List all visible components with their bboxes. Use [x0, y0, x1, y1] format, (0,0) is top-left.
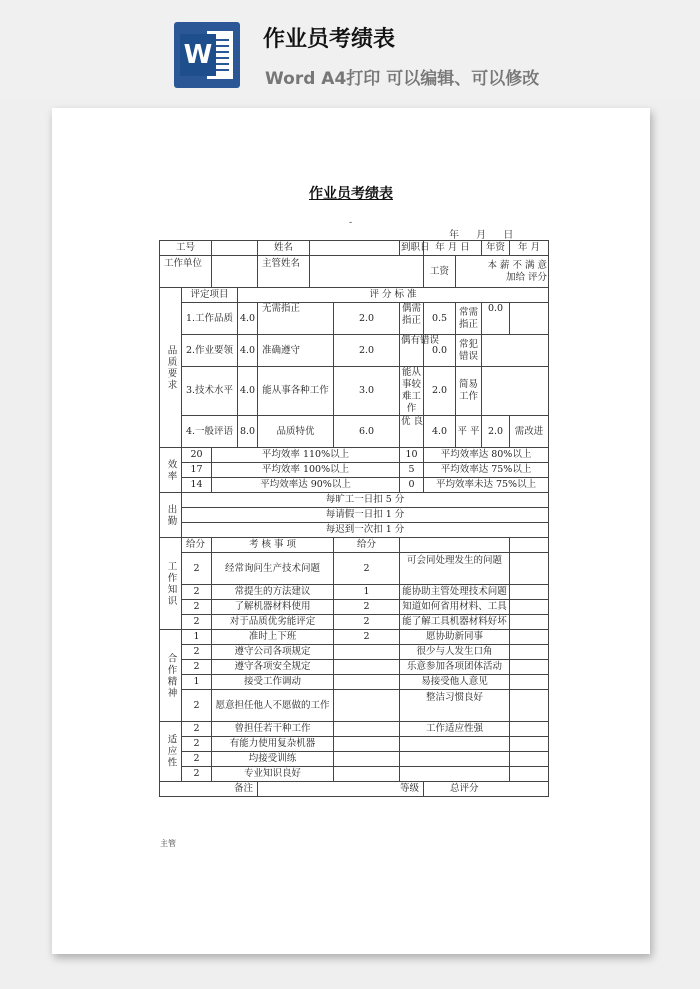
score-cell: 4.0 [238, 303, 258, 335]
criteria-cell: 曾担任若干种工作 [212, 722, 334, 737]
criteria-cell: 愿意担任他人不愿做的工作 [212, 690, 334, 722]
empty-cell [510, 600, 549, 615]
criteria-cell: 能从事各种工作 [258, 367, 334, 416]
score-cell: 4.0 [238, 335, 258, 367]
table-row [160, 538, 549, 553]
table-row [160, 256, 549, 288]
score-cell: 0 [400, 478, 424, 493]
evaluation-form-table [159, 240, 549, 797]
word-letter: W [180, 34, 216, 76]
criteria-cell: 平均效率达 90%以上 [212, 478, 400, 493]
empty-cell [510, 630, 549, 645]
criteria-cell: 遵守各项安全规定 [212, 660, 334, 675]
criteria-cell [400, 752, 510, 767]
empty-cell [400, 538, 510, 553]
criteria-cell: 每旷工一日扣 5 分 [182, 493, 549, 508]
empty-cell [482, 335, 549, 367]
criteria-cell: 工作适应性强 [400, 722, 510, 737]
word-icon [174, 22, 240, 88]
empty-cell [510, 538, 549, 553]
empty-cell [510, 752, 549, 767]
score-cell: 2 [182, 660, 212, 675]
criteria-cell: 需改进 [510, 416, 549, 448]
empty-cell [334, 752, 400, 767]
label-supervisor-name: 主管姓名 [258, 256, 310, 288]
score-cell: 2 [182, 553, 212, 585]
quality-item: 4.一般评语 [182, 416, 238, 448]
score-cell: 14 [182, 478, 212, 493]
score-cell: 2.0 [482, 416, 510, 448]
section-cooperation: 合作精神 [160, 630, 182, 722]
quality-header-item: 评定项目 [182, 288, 238, 303]
table-row [160, 722, 549, 737]
score-cell: 2 [182, 737, 212, 752]
label-total-score: 总评分 [424, 782, 549, 797]
empty-cell [510, 737, 549, 752]
table-row [160, 645, 549, 660]
empty-cell [482, 367, 549, 416]
label-hire-date: 到职日 [400, 241, 424, 256]
criteria-cell: 乐意参加各项团体活动 [400, 660, 510, 675]
score-cell [334, 675, 400, 690]
score-cell: 2 [182, 767, 212, 782]
score-cell: 6.0 [334, 416, 400, 448]
empty-cell [510, 660, 549, 675]
score-cell: 2.0 [334, 303, 400, 335]
criteria-cell: 无需指正 [258, 303, 334, 335]
table-row [160, 288, 549, 303]
score-cell: 4.0 [238, 367, 258, 416]
label-employee-id: 工号 [160, 241, 212, 256]
score-cell: 2 [334, 553, 400, 585]
score-cell: 0.0 [424, 335, 456, 367]
score-cell: 1 [182, 675, 212, 690]
table-row [160, 600, 549, 615]
empty-cell [510, 690, 549, 722]
section-adaptability: 适应性 [160, 722, 182, 782]
table-row [160, 303, 549, 335]
score-cell: 4.0 [424, 416, 456, 448]
section-efficiency: 效率 [160, 448, 182, 493]
criteria-cell: 优 良 [400, 416, 424, 448]
criteria-cell: 偶需指正 [400, 303, 424, 335]
empty-cell [510, 585, 549, 600]
field-work-unit[interactable] [212, 256, 258, 288]
header-score: 给分 [182, 538, 212, 553]
field-supervisor-name[interactable] [310, 256, 424, 288]
quality-item: 3.技术水平 [182, 367, 238, 416]
table-row [160, 675, 549, 690]
criteria-cell: 对于品质优劣能评定 [212, 615, 334, 630]
score-cell [334, 645, 400, 660]
criteria-cell: 平 平 [456, 416, 482, 448]
table-row [160, 660, 549, 675]
score-cell: 2 [182, 585, 212, 600]
empty-cell [334, 767, 400, 782]
criteria-cell: 愿协助新同事 [400, 630, 510, 645]
empty-cell [334, 722, 400, 737]
field-seniority[interactable]: 年 月 [510, 241, 549, 256]
criteria-cell: 常犯错误 [456, 335, 482, 367]
criteria-cell [400, 767, 510, 782]
table-row [160, 367, 549, 416]
criteria-cell: 易接受他人意见 [400, 675, 510, 690]
criteria-cell: 准时上下班 [212, 630, 334, 645]
criteria-cell: 很少与人发生口角 [400, 645, 510, 660]
score-cell: 2 [182, 615, 212, 630]
score-cell: 2 [334, 600, 400, 615]
score-cell: 5 [400, 463, 424, 478]
score-cell: 2.0 [334, 335, 400, 367]
empty-cell [510, 303, 549, 335]
score-cell: 2 [334, 615, 400, 630]
section-quality: 品质要求 [160, 288, 182, 448]
form-title: 作业员考绩表 [309, 186, 393, 202]
empty-cell [510, 722, 549, 737]
table-row [160, 585, 549, 600]
header-items: 考 核 事 项 [212, 538, 334, 553]
empty-cell [510, 645, 549, 660]
score-cell: 10 [400, 448, 424, 463]
criteria-cell: 了解机器材料使用 [212, 600, 334, 615]
criteria-cell: 平均效率 100%以上 [212, 463, 400, 478]
score-cell: 3.0 [334, 367, 400, 416]
score-cell: 0.0 [482, 303, 510, 335]
table-row [160, 615, 549, 630]
score-cell: 1 [182, 630, 212, 645]
field-hire-date[interactable]: 年 月 日 [424, 241, 482, 256]
table-row [160, 241, 549, 256]
document-page [52, 108, 650, 954]
stray-mark: - [349, 218, 353, 228]
empty-cell [510, 615, 549, 630]
criteria-cell: 可会同处理发生的问题 [400, 553, 510, 585]
table-row [160, 630, 549, 645]
date-line: 年 月 日 [449, 230, 514, 241]
criteria-cell: 平均效率达 75%以上 [424, 463, 549, 478]
salary-detail [456, 256, 549, 288]
score-cell [334, 660, 400, 675]
criteria-cell: 经常询问生产技术问题 [212, 553, 334, 585]
score-cell: 2 [182, 645, 212, 660]
table-row [160, 690, 549, 722]
table-row [160, 478, 549, 493]
section-attendance: 出勤 [160, 493, 182, 538]
table-row [160, 493, 549, 508]
section-knowledge: 工作知识 [160, 538, 182, 630]
score-cell: 1 [334, 585, 400, 600]
criteria-cell: 均接受训练 [212, 752, 334, 767]
table-row [160, 782, 549, 797]
quality-item: 2.作业要领 [182, 335, 238, 367]
empty-cell [510, 553, 549, 585]
criteria-cell: 有能力使用复杂机器 [212, 737, 334, 752]
score-cell: 2 [182, 600, 212, 615]
criteria-cell: 准确遵守 [258, 335, 334, 367]
salary-basic: 本 薪 不 满 意 [487, 259, 548, 271]
score-cell: 8.0 [238, 416, 258, 448]
score-cell: 2.0 [424, 367, 456, 416]
score-cell: 2 [182, 722, 212, 737]
criteria-cell: 能了解工具机器材料好坏 [400, 615, 510, 630]
empty-cell [510, 675, 549, 690]
criteria-cell: 平均效率 110%以上 [212, 448, 400, 463]
criteria-cell: 平均效率未达 75%以上 [424, 478, 549, 493]
label-work-unit: 工作单位 [160, 256, 212, 288]
label-salary: 工资 [424, 256, 456, 288]
criteria-cell: 简易工作 [456, 367, 482, 416]
score-cell [334, 690, 400, 722]
criteria-cell: 知道如何省用材料、工具 [400, 600, 510, 615]
score-cell: 0.5 [424, 303, 456, 335]
document-header [0, 0, 700, 100]
table-row [160, 737, 549, 752]
criteria-cell [400, 737, 510, 752]
criteria-cell: 接受工作调动 [212, 675, 334, 690]
table-row [160, 416, 549, 448]
header-title: 作业员考绩表 [263, 27, 396, 52]
score-cell: 17 [182, 463, 212, 478]
supervisor-note: 主管 [160, 839, 176, 848]
criteria-cell: 整洁习惯良好 [400, 690, 510, 722]
criteria-cell: 品质特优 [258, 416, 334, 448]
criteria-cell: 偶有错误 [400, 335, 424, 367]
label-seniority: 年资 [482, 241, 510, 256]
criteria-cell: 每请假一日扣 1 分 [182, 508, 549, 523]
table-row [160, 767, 549, 782]
empty-cell [334, 737, 400, 752]
label-remarks: 备注 [160, 782, 258, 797]
table-row [160, 752, 549, 767]
criteria-cell: 每迟到一次扣 1 分 [182, 523, 549, 538]
criteria-cell: 常需指正 [456, 303, 482, 335]
table-row [160, 448, 549, 463]
criteria-cell: 能协助主管处理技术问题 [400, 585, 510, 600]
field-name[interactable] [310, 241, 400, 256]
empty-cell [510, 767, 549, 782]
salary-bonus: 加给 评分 [506, 271, 548, 283]
table-row [160, 523, 549, 538]
table-row [160, 553, 549, 585]
score-cell: 2 [182, 752, 212, 767]
label-name: 姓名 [258, 241, 310, 256]
criteria-cell: 常提生的方法建议 [212, 585, 334, 600]
label-grade: 等级 [258, 782, 424, 797]
quality-header-criteria: 评 分 标 准 [238, 288, 549, 303]
score-cell: 2 [182, 690, 212, 722]
header-subtitle: Word A4打印 可以编辑、可以修改 [265, 69, 540, 89]
criteria-cell: 能从事较难工作 [400, 367, 424, 416]
field-employee-id[interactable] [212, 241, 258, 256]
criteria-cell: 专业知识良好 [212, 767, 334, 782]
score-cell: 2 [334, 630, 400, 645]
score-cell: 20 [182, 448, 212, 463]
criteria-cell: 遵守公司各项规定 [212, 645, 334, 660]
quality-item: 1.工作品质 [182, 303, 238, 335]
table-row [160, 463, 549, 478]
table-row [160, 508, 549, 523]
table-row [160, 335, 549, 367]
header-score: 给分 [334, 538, 400, 553]
criteria-cell: 平均效率达 80%以上 [424, 448, 549, 463]
